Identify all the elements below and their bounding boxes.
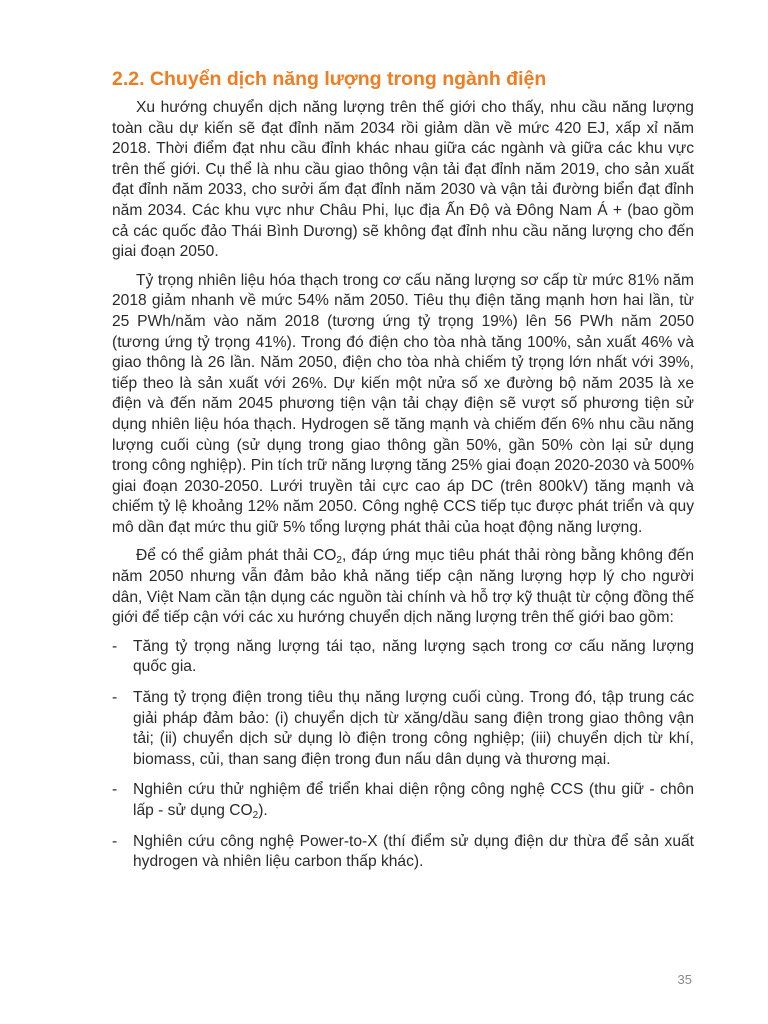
ccs-text-before: Nghiên cứu thử nghiệm để triển khai diện rộng công nghệ CCS (thu giữ - chôn lấp - sử dụng CO	[133, 781, 694, 819]
paragraph-fossil-fuel-share: Tỷ trọng nhiên liệu hóa thạch trong cơ cấu năng lượng sơ cấp từ mức 81% năm 2018 giảm nhanh về mức 54% năm 2050. Tiêu thụ điện tăng mạnh hơn hai lần, từ 25 PWh/năm vào năm 2018 (tương ứng tỷ trọng 19%) lên 56 PWh năm 2050 (tương ứng tỷ trọng 41%). Trong đó điện cho tòa nhà tăng 100%, sản xuất 46% và giao thông là 26 lần. Năm 2050, điện cho tòa nhà chiếm tỷ trọng lớn nhất với 39%, tiếp theo là sản xuất với 26%. Dự kiến một nửa số xe đường bộ năm 2035 là xe điện và đến năm 2045 phương tiện vận tải chạy điện sẽ vượt số phương tiện sử dụng nhiên liệu hóa thạch. Hydrogen sẽ tăng mạnh và chiếm đến 6% nhu cầu năng lượng cuối cùng (sử dụng trong giao thông gần 50%, gần 50% còn lại sử dụng trong công nghiệp). Pin tích trữ năng lượng tăng 25% giai đoạn 2020-2030 và 500% giai đoạn 2030-2050. Lưới truyền tải cực cao áp DC (trên 800kV) tăng mạnh và chiếm tỷ lệ khoảng 12% năm 2050. Công nghệ CCS tiếp tục được phát triển và quy mô dần đạt mức thu giữ 5% tổng lượng phát thải của hoạt động năng lượng.	[112, 271, 694, 536]
co2-text-before: Để có thể giảm phát thải CO	[136, 547, 337, 565]
co2-subscript: 2	[336, 555, 342, 567]
list-item	[112, 688, 694, 770]
paragraph-energy-demand-trend: Xu hướng chuyển dịch năng lượng trên thế giới cho thấy, nhu cầu năng lượng toàn cầu dự kiến sẽ đạt đỉnh năm 2034 rồi giảm dần về mức 420 EJ, xấp xỉ năm 2018. Thời điểm đạt nhu cầu đỉnh khác nhau giữa các ngành và giữa các khu vực trên thế giới. Cụ thể là nhu cầu giao thông vận tải đạt đỉnh năm 2019, cho sản xuất đạt đỉnh năm 2033, cho sưởi ấm đạt đỉnh năm 2030 và vận tải đường biển đạt đỉnh năm 2034. Các khu vực như Châu Phi, lục địa Ấn Độ và Đông Nam Á + (bao gồm cả các quốc đảo Thái Bình Dương) sẽ không đạt đỉnh nhu cầu năng lượng cho đến giai đoạn 2050.	[112, 99, 694, 261]
section-heading: 2.2. Chuyển dịch năng lượng trong ngành điện	[112, 68, 547, 90]
paragraph-emission-reduction	[112, 546, 694, 628]
bullet-dash: -	[112, 781, 118, 799]
ccs-text-after: ).	[258, 802, 268, 819]
list-item-text	[133, 781, 694, 819]
bullet-dash: -	[112, 689, 118, 707]
bullet-dash: -	[112, 832, 118, 850]
transition-measures-list	[112, 637, 694, 873]
list-item-text: Tăng tỷ trọng điện trong tiêu thụ năng lượng cuối cùng. Trong đó, tập trung các giải pháp đảm bảo: (i) chuyển dịch từ xăng/dầu sang điện trong giao thông vận tải; (ii) chuyển dịch sử dụng lò điện trong công nghiệp; (iii) chuyển dịch từ khí, biomass, củi, than sang điện trong đun nấu dân dụng và thương mại.	[133, 689, 694, 768]
co2-text-after: , đáp ứng mục tiêu phát thải ròng bằng không đến năm 2050 nhưng vẫn đảm bảo khả năng tiếp cận năng lượng hợp lý cho người dân, Việt Nam cần tận dụng các nguồn tài chính và hỗ trợ kỹ thuật từ cộng đồng thế giới để tiếp cận với các xu hướng chuyển dịch năng lượng trên thế giới bao gồm:	[112, 547, 694, 627]
list-item	[112, 832, 694, 873]
document-page	[112, 66, 694, 883]
page-number: 35	[677, 972, 692, 987]
bullet-dash: -	[112, 637, 118, 655]
list-item	[112, 780, 694, 821]
list-item-text: Nghiên cứu công nghệ Power-to-X (thí điểm sử dụng điện dư thừa để sản xuất hydrogen và nhiên liệu carbon thấp khác).	[133, 832, 694, 871]
list-item-text: Tăng tỷ trọng năng lượng tái tạo, năng lượng sạch trong cơ cấu năng lượng quốc gia.	[133, 637, 694, 676]
list-item	[112, 637, 694, 678]
co2-subscript: 2	[252, 810, 259, 821]
